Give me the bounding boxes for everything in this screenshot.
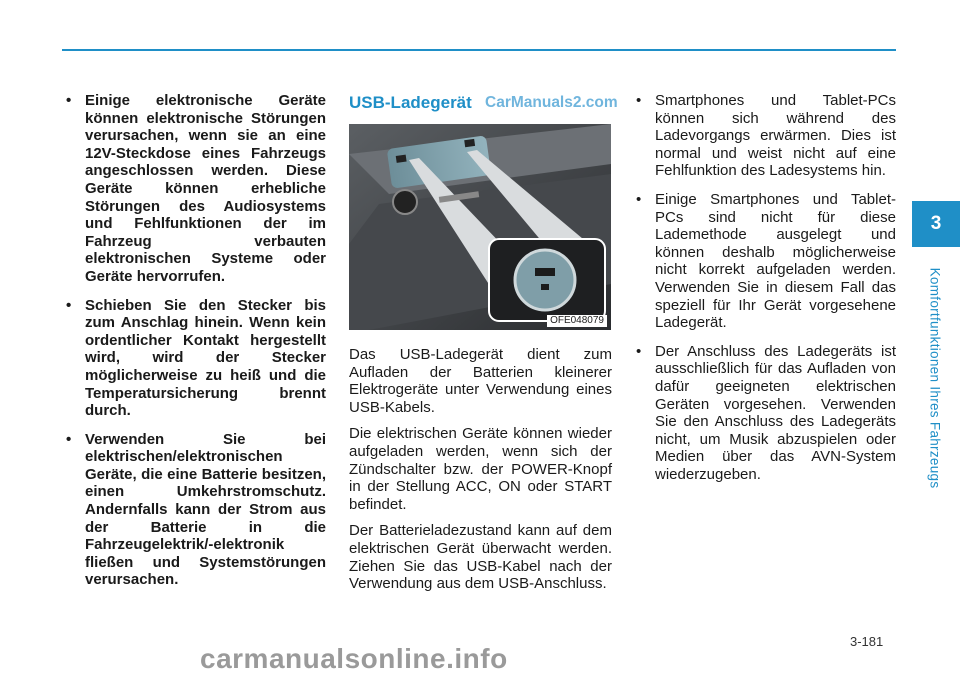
console-illustration [349, 124, 611, 330]
image-reference-code: OFE048079 [547, 315, 607, 327]
bullet-item: • Schieben Sie den Stecker bis zum Anschlag hinein. Wenn kein ordentlicher Kontakt hergestellt wird, wird der Stecker möglicherweise zu heiß und die Temperatursicherung brennt durch. [66, 296, 326, 420]
body-paragraph: Die elektrischen Geräte können wieder aufgeladen werden, wenn sich der Zündschalter bzw. der POWER-Knopf in der Stellung ACC, ON oder START befindet. [349, 425, 612, 513]
left-column [64, 92, 326, 600]
bullet-item: • Der Anschluss des Ladegeräts ist ausschließlich für das Aufladen von dafür geeigneten elektrischen Geräten vorgesehen. Verwenden Sie den Anschluss des Ladegeräts nicht, um Musik abzuspielen oder Medien über das AVN-System wiederzugeben. [636, 342, 896, 483]
bullet-item: • Verwenden Sie bei elektrischen/elektronischen Geräte, die eine Batterie besitzen, einen Umkehrstromschutz. Andernfalls kann der Strom aus der Batterie in die Fahrzeugelektrik/-elektronik fließen und Systemstörungen verursachen. [66, 430, 326, 589]
bullet-item: • Smartphones und Tablet-PCs können sich während des Ladevorgangs erwärmen. Dies ist normal und weist nicht auf eine Fehlfunktion des Ladesystems hin. [636, 92, 896, 180]
bullet-item: • Einige elektronische Geräte können elektronische Störungen verursachen, wenn sie an eine 12V-Steckdose eines Fahrzeugs angeschlossen werden. Diese Geräte können erhebliche Störungen des Audiosystems und Fehlfunktionen der im Fahrzeug verbauten elektronischen Systeme oder Geräte hervorrufen. [66, 92, 326, 285]
bullet-item: • Einige Smartphones und Tablet-PCs sind nicht für diese Lademethode ausgelegt und können deshalb möglicherweise nicht korrekt aufgeladen werden. Verwenden Sie in diesem Fall das speziell für Ihr Gerät vorgesehene Ladegerät. [636, 190, 896, 332]
page-number: 3-181 [850, 634, 884, 649]
body-paragraph: Der Batterieladezustand kann auf dem elektrischen Gerät überwacht werden. Ziehen Sie das USB-Kabel nach der Verwendung aus dem USB-Anschluss. [349, 522, 612, 593]
section-title: USB-Ladegerät [349, 93, 472, 112]
right-column [634, 92, 896, 494]
bullet-icon: • [636, 342, 642, 360]
watermark-carmanuals2: CarManuals2.com [485, 94, 618, 111]
body-paragraph: Das USB-Ladegerät dient zum Aufladen der Batterien kleinerer Elektrogeräte unter Verwendung eines USB-Kabels. [349, 346, 612, 416]
usb-charger-photo [349, 124, 611, 330]
watermark-carmanualsonline: carmanualsonline.info [200, 643, 508, 674]
middle-column [349, 92, 612, 602]
chapter-number-tab: 3 [912, 201, 960, 247]
bullet-icon: • [66, 92, 72, 109]
bullet-icon: • [66, 296, 72, 314]
warning-bullet-list [64, 92, 326, 589]
info-bullet-list [634, 92, 896, 483]
chapter-title-vertical [915, 258, 955, 498]
bullet-icon: • [636, 92, 642, 109]
header-rule [62, 49, 896, 51]
bullet-icon: • [636, 190, 642, 208]
bullet-icon: • [66, 430, 72, 448]
chapter-title-text: Komfortfunktionen Ihres Fahrzeugs [927, 267, 943, 489]
